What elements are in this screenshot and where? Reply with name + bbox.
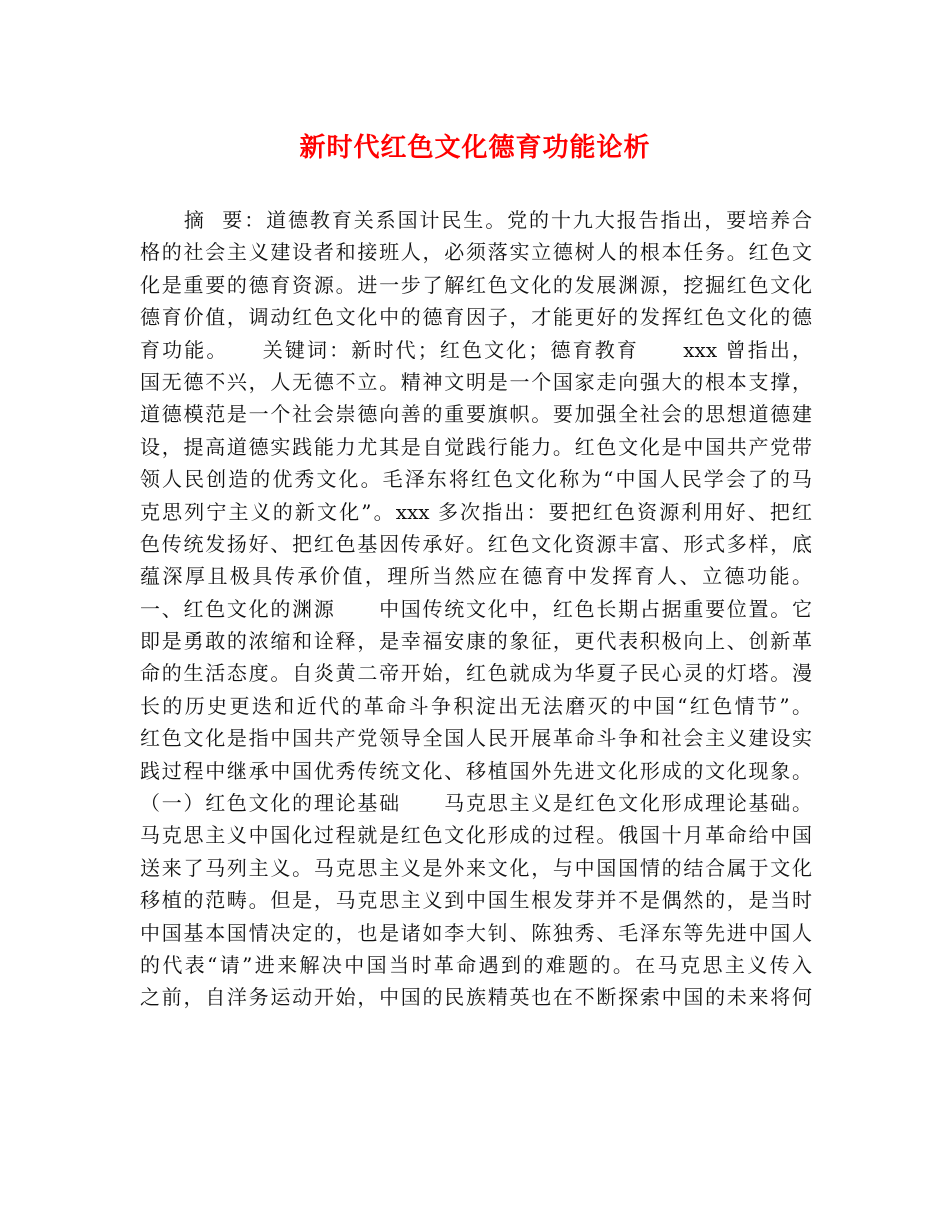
- body-line: 领人民创造的优秀文化。毛泽东将红色文化称为“中国人民学会了的马: [140, 467, 812, 492]
- body-line: 一、红色文化的渊源 中国传统文化中，红色长期占据重要位置。它: [140, 596, 812, 621]
- body-line: 移植的范畴。但是，马克思主义到中国生根发芽并不是偶然的，是当时: [140, 888, 812, 913]
- body-line: 即是勇敢的浓缩和诠释，是幸福安康的象征，更代表积极向上、创新革: [140, 629, 812, 654]
- body-line: 命的生活态度。自炎黄二帝开始，红色就成为华夏子民心灵的灯塔。漫: [140, 661, 812, 686]
- body-line: 长的历史更迭和近代的革命斗争积淀出无法磨灭的中国“红色情节”。: [140, 693, 812, 718]
- body-line: 色传统发扬好、把红色基因传承好。红色文化资源丰富、形式多样，底: [140, 531, 812, 556]
- body-line: 马克思主义中国化过程就是红色文化形成的过程。俄国十月革命给中国: [140, 823, 812, 848]
- body-line: 设，提高道德实践能力尤其是自觉践行能力。红色文化是中国共产党带: [140, 434, 812, 459]
- body-line: 国无德不兴，人无德不立。精神文明是一个国家走向强大的根本支撑，: [140, 369, 812, 394]
- body-line: 育功能。 关键词：新时代；红色文化；德育教育 xxx 曾指出，: [140, 337, 812, 362]
- body-line: 克思列宁主义的新文化”。xxx 多次指出：要把红色资源利用好、把红: [140, 499, 812, 524]
- body-line: 送来了马列主义。马克思主义是外来文化，与中国国情的结合属于文化: [140, 855, 812, 880]
- body-line: （一）红色文化的理论基础 马克思主义是红色文化形成理论基础。: [140, 791, 812, 816]
- body-line: 化是重要的德育资源。进一步了解红色文化的发展渊源，挖掘红色文化: [140, 272, 812, 297]
- body-line: 道德模范是一个社会崇德向善的重要旗帜。要加强全社会的思想道德建: [140, 402, 812, 427]
- body-line: 蕴深厚且极具传承价值，理所当然应在德育中发挥育人、立德功能。: [140, 564, 812, 589]
- body-line: 德育价值，调动红色文化中的德育因子，才能更好的发挥红色文化的德: [140, 305, 812, 330]
- body-line: 红色文化是指中国共产党领导全国人民开展革命斗争和社会主义建设实: [140, 726, 812, 751]
- body-line: 的代表“请”进来解决中国当时革命遇到的难题的。在马克思主义传入: [140, 952, 812, 977]
- body-line: 之前，自洋务运动开始，中国的民族精英也在不断探索中国的未来将何: [140, 985, 812, 1010]
- document-title: 新时代红色文化德育功能论析: [299, 133, 651, 163]
- body-line: 摘 要：道德教育关系国计民生。党的十九大报告指出，要培养合: [140, 208, 812, 232]
- document-body: [140, 204, 812, 1014]
- body-line: 格的社会主义建设者和接班人，必须落实立德树人的根本任务。红色文: [140, 240, 812, 265]
- body-line: 中国基本国情决定的，也是诸如李大钊、陈独秀、毛泽东等先进中国人: [140, 920, 812, 945]
- body-line: 践过程中继承中国优秀传统文化、移植国外先进文化形成的文化现象。: [140, 758, 812, 783]
